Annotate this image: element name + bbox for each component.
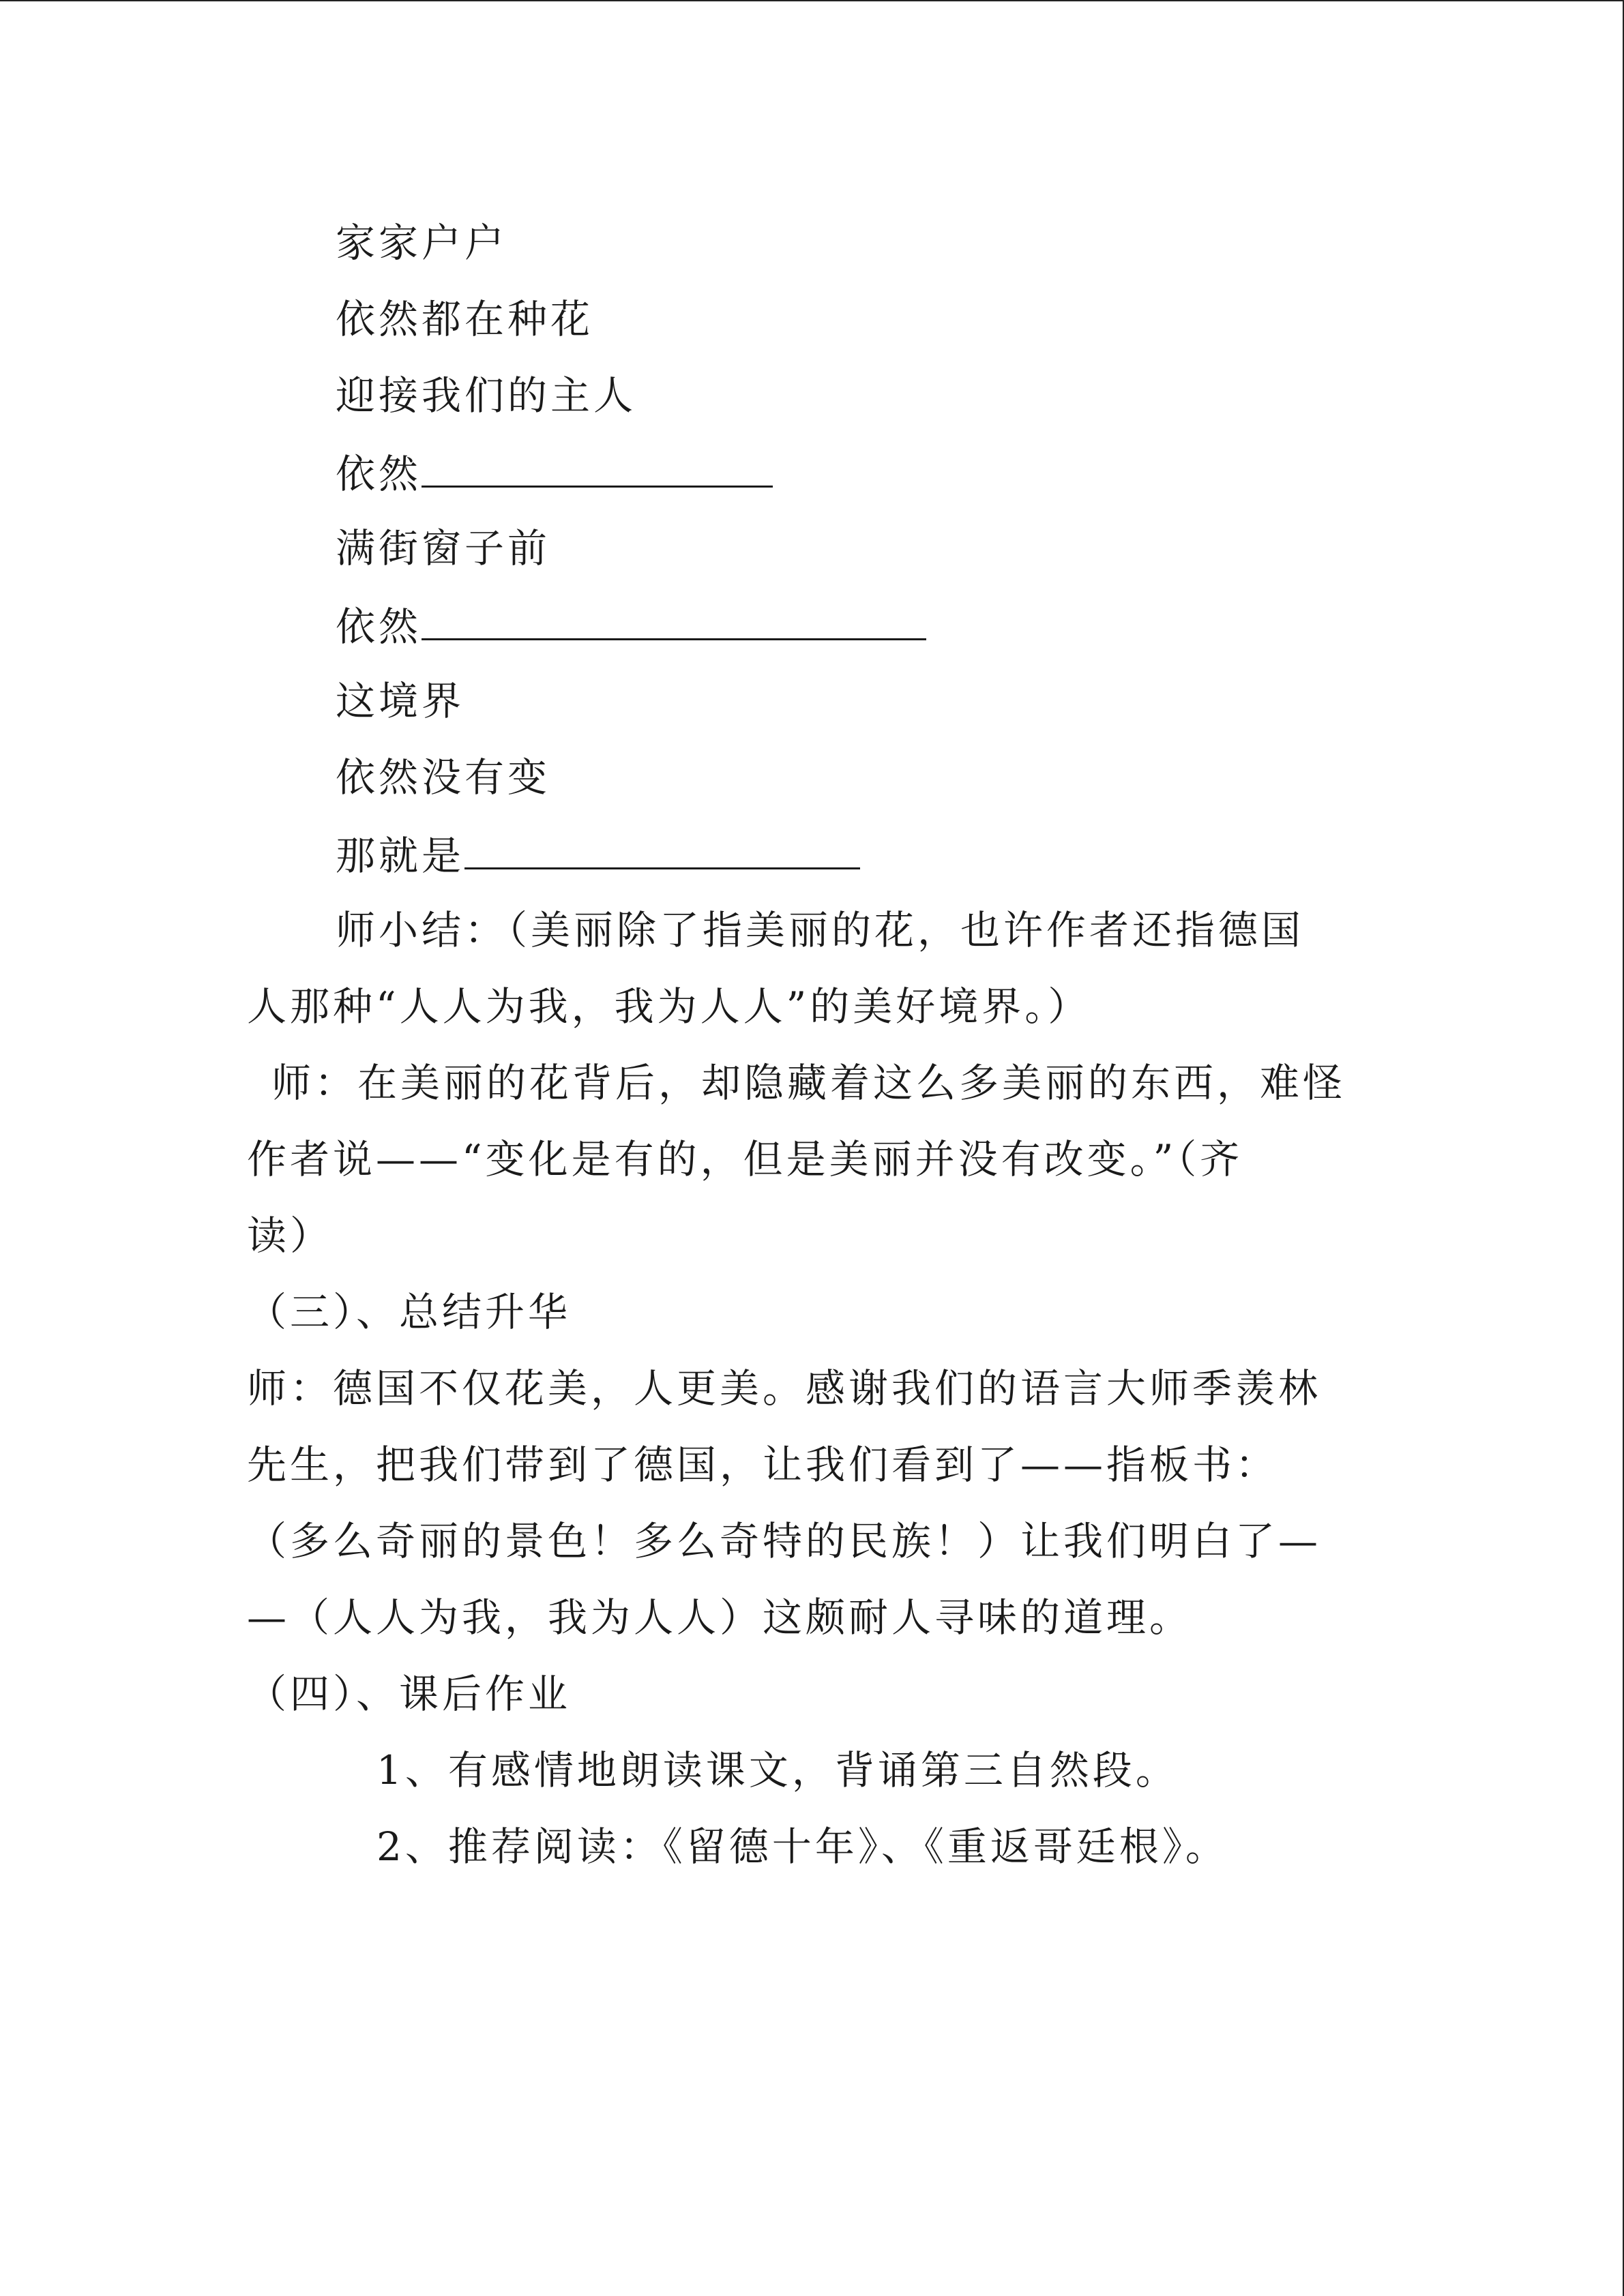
section-3-line-1: 师：德国不仅花美，人更美。感谢我们的语言大师季羡林 [247,1365,1322,1412]
poem-line-7: 这境界 [336,678,465,724]
poem-line-5: 满街窗子前 [336,525,551,571]
poem-line-4 [336,446,773,500]
summary-line-2: 人那种“人人为我，我为人人”的美好境界。） [247,983,1091,1030]
section-3-line-4: —（人人为我，我为人人）这颇耐人寻味的道理。 [247,1594,1193,1641]
fill-blank-1[interactable] [422,446,773,488]
poem-line-9 [336,828,860,882]
homework-item-1: 1、有感情地朗读课文，背诵第三自然段。 [377,1747,1179,1793]
poem-line-1: 家家户户 [336,220,508,266]
teacher-line-1: 师：在美丽的花背后，却隐藏着这么多美丽的东西，难怪 [271,1060,1346,1106]
poem-line-3: 迎接我们的主人 [336,372,637,419]
poem-line-9-text: 那就是 [336,833,465,879]
poem-line-2: 依然都在种花 [336,296,594,342]
section-3-heading: （三）、总结升华 [247,1289,572,1335]
section-3-line-2: 先生，把我们带到了德国，让我们看到了——指板书： [247,1442,1279,1488]
teacher-line-3: 读） [247,1212,334,1259]
fill-blank-2[interactable] [422,599,926,640]
section-3-line-3: （多么奇丽的景色！多么奇特的民族！）让我们明白了— [247,1518,1322,1564]
summary-line-1: 师小结：（美丽除了指美丽的花，也许作者还指德国 [336,907,1305,953]
poem-line-8: 依然没有变 [336,754,551,801]
poem-line-4-text: 依然 [336,451,422,497]
fill-blank-3[interactable] [464,828,860,869]
poem-line-6-text: 依然 [336,603,422,650]
poem-line-6 [336,599,926,653]
section-4-heading: （四）、课后作业 [247,1671,572,1717]
homework-item-2: 2、推荐阅读：《留德十年》、《重返哥廷根》。 [377,1823,1228,1870]
teacher-line-2: 作者说——“变化是有的，但是美丽并没有改变。”（齐 [247,1136,1243,1182]
